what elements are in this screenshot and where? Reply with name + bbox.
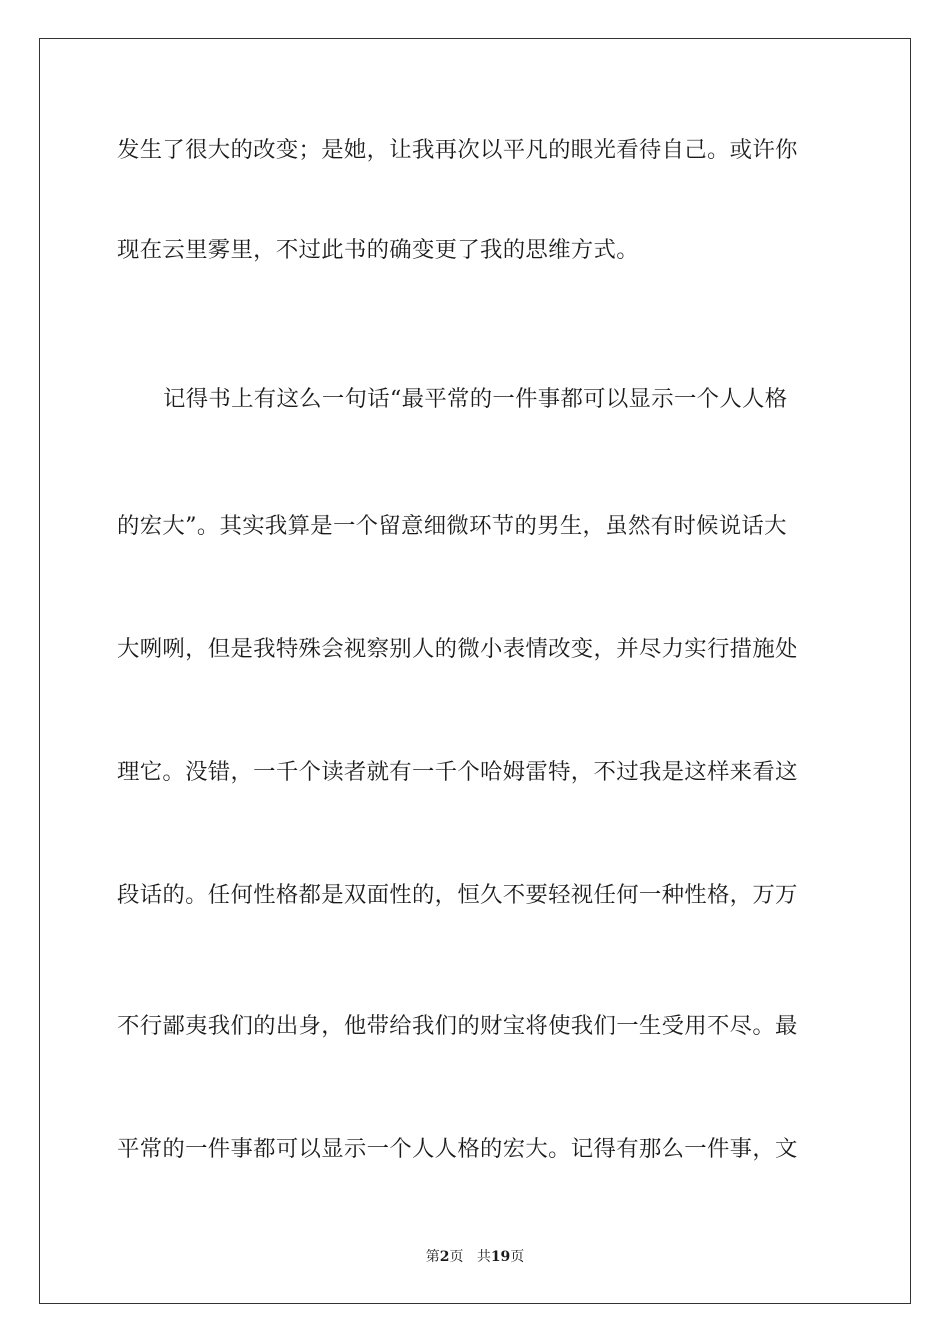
footer-total-prefix: 共 <box>476 1249 491 1265</box>
text-line-9: 平常的一件事都可以显示一个人人格的宏大。记得有那么一件事，文 <box>117 1136 798 1162</box>
footer-total-suffix: 页 <box>510 1249 525 1265</box>
footer-page-suffix: 页 <box>449 1249 464 1265</box>
footer-page-number: 2 <box>439 1249 450 1265</box>
text-line-6: 理它。没错，一千个读者就有一千个哈姆雷特，不过我是这样来看这 <box>117 759 798 785</box>
footer-total-pages: 19 <box>490 1249 511 1265</box>
text-line-4: 的宏大”。其实我算是一个留意细微环节的男生，虽然有时候说话大 <box>117 513 787 539</box>
page-footer <box>0 1247 950 1267</box>
page-border <box>39 38 911 1304</box>
footer-page-prefix: 第 <box>425 1249 440 1265</box>
text-line-3: 记得书上有这么一句话“最平常的一件事都可以显示一个人人格 <box>163 386 788 412</box>
text-line-5: 大咧咧，但是我特殊会视察别人的微小表情改变，并尽力实行措施处 <box>117 636 798 662</box>
text-line-7: 段话的。任何性格都是双面性的，恒久不要轻视任何一种性格，万万 <box>117 882 798 908</box>
text-line-2: 现在云里雾里，不过此书的确变更了我的思维方式。 <box>117 237 639 263</box>
text-line-1: 发生了很大的改变；是她，让我再次以平凡的眼光看待自己。或许你 <box>117 137 798 163</box>
text-line-8: 不行鄙夷我们的出身，他带给我们的财宝将使我们一生受用不尽。最 <box>117 1013 798 1039</box>
